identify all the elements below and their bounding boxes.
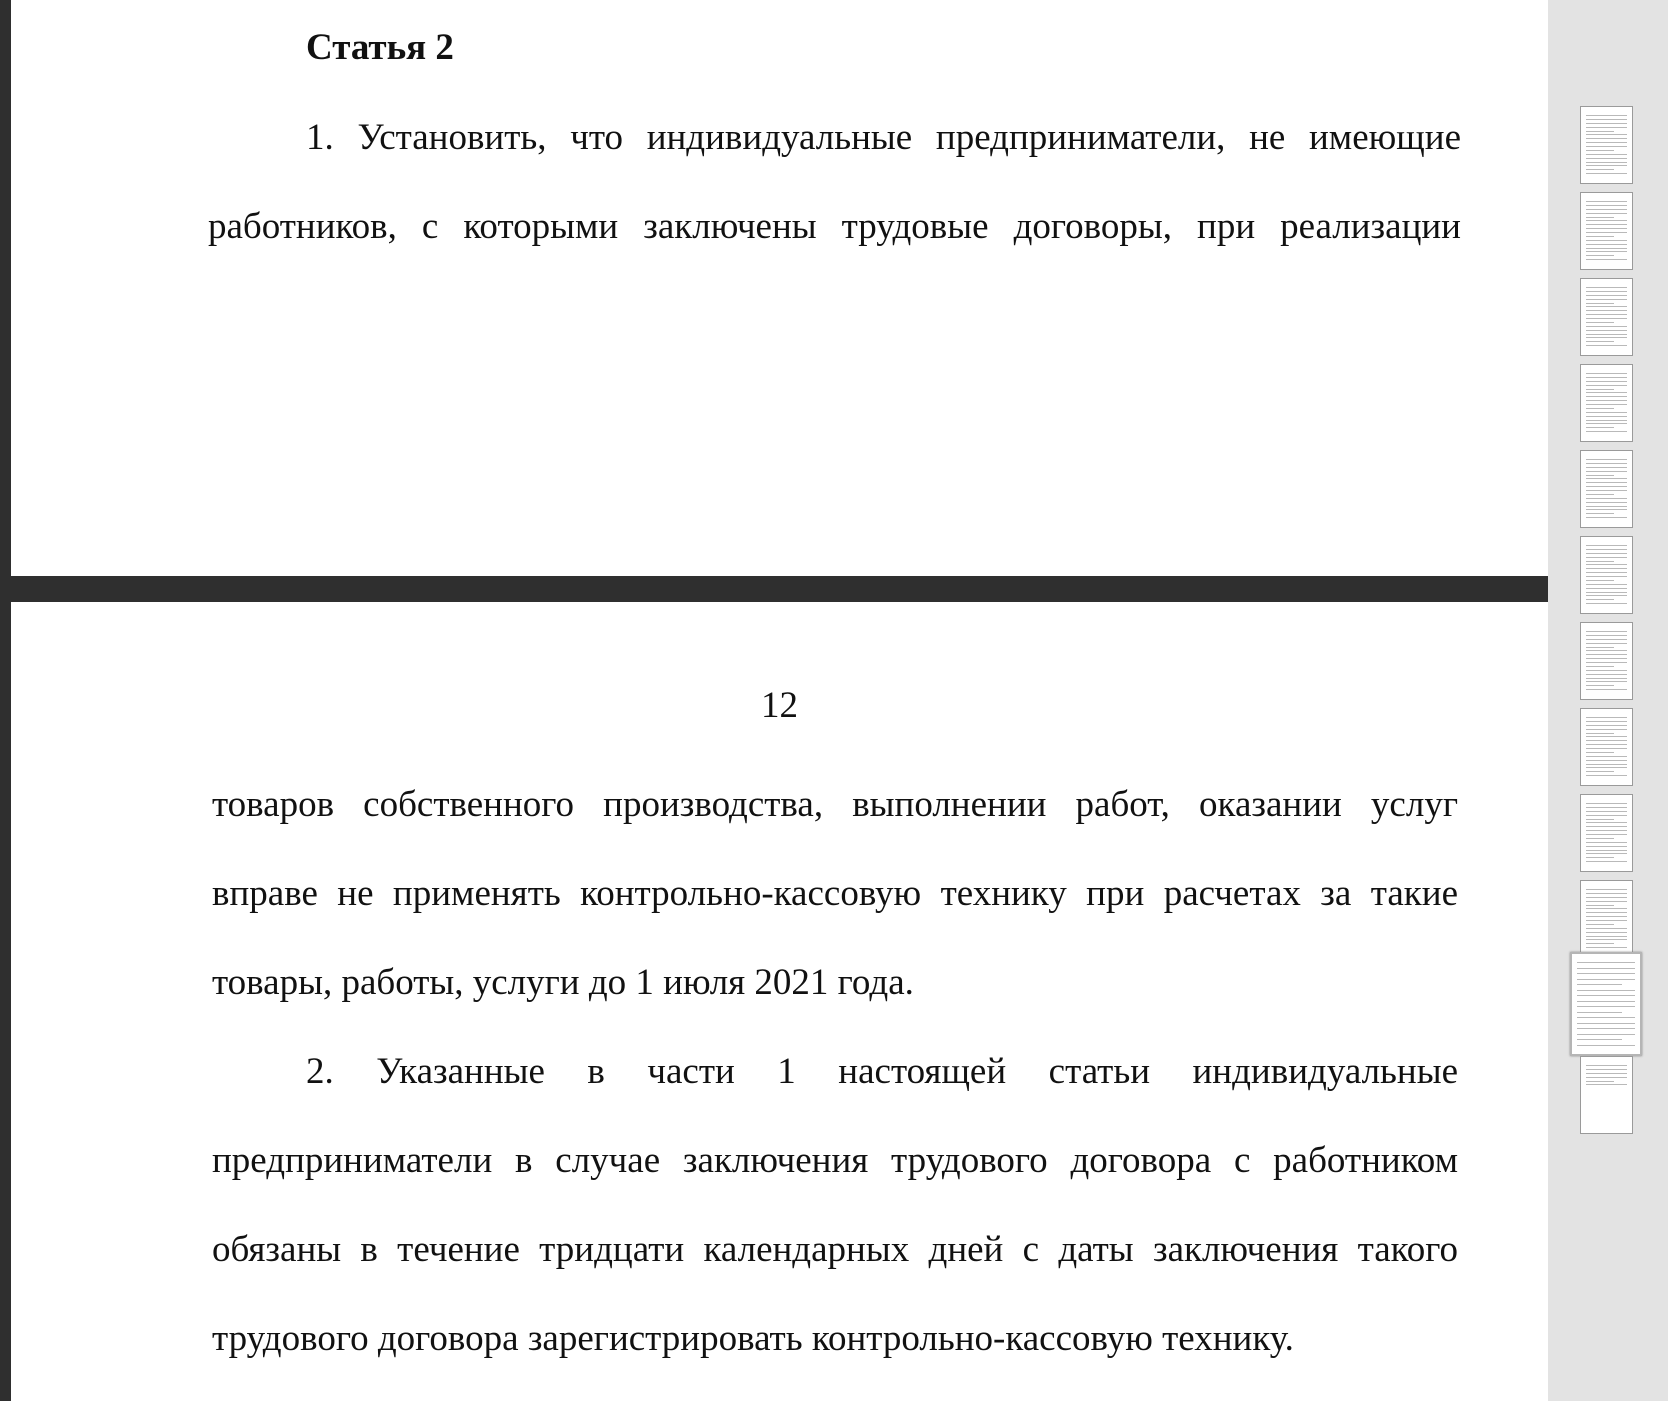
thumbnail-text-line [1577, 979, 1635, 980]
thumbnail-text-line [1586, 502, 1627, 503]
thumbnail-text-line [1586, 647, 1614, 648]
thumbnail-text-line [1586, 303, 1614, 304]
thumbnail-text-line [1586, 846, 1627, 847]
thumbnail-text-line [1586, 213, 1627, 214]
thumbnail-text-line [1586, 228, 1627, 229]
thumbnail-text-line [1586, 150, 1614, 151]
thumbnail-text-line [1577, 1045, 1635, 1046]
thumbnail-text-line [1586, 576, 1627, 577]
thumbnail-text-line [1586, 932, 1627, 933]
thumbnail-text-line [1586, 408, 1614, 409]
thumbnail-text-line [1586, 509, 1627, 510]
thumbnail-text-line [1586, 760, 1627, 761]
thumbnail-text-line [1586, 819, 1614, 820]
document-page [11, 0, 1548, 576]
thumbnail-text-line [1586, 240, 1627, 241]
thumbnail-text-line [1586, 838, 1614, 839]
page-thumbnail[interactable] [1580, 192, 1633, 270]
thumbnail-text-line [1586, 158, 1627, 159]
thumbnail-text-line [1586, 115, 1627, 116]
thumbnail-text-line [1586, 901, 1627, 902]
page-thumbnail[interactable] [1580, 794, 1633, 872]
thumbnail-text-line [1586, 373, 1627, 374]
thumbnail-text-line [1577, 1028, 1635, 1029]
thumbnail-text-line [1586, 557, 1627, 558]
thumbnail-text-line [1586, 807, 1627, 808]
page-thumbnail[interactable] [1570, 952, 1642, 1056]
thumbnail-text-line [1586, 678, 1627, 679]
page-thumbnail[interactable] [1580, 278, 1633, 356]
thumbnail-text-line [1586, 287, 1627, 288]
thumbnail-text-line [1586, 721, 1627, 722]
thumbnail-text-line [1586, 142, 1627, 143]
thumbnail-text-line [1586, 162, 1627, 163]
thumbnail-text-line [1577, 1001, 1635, 1002]
thumbnail-text-line [1586, 471, 1627, 472]
thumbnail-text-line [1586, 506, 1627, 507]
text-line: товаров собственного производства, выполнении работ, оказании услуг [212, 784, 1458, 825]
thumbnail-text-line [1586, 861, 1627, 862]
thumbnail-text-line [1586, 205, 1627, 206]
thumbnail-text-line [1586, 478, 1627, 479]
thumbnail-text-line [1586, 561, 1614, 562]
thumbnail-text-line [1586, 377, 1627, 378]
text-line: обязаны в течение тридцати календарных дней с даты заключения такого [212, 1229, 1458, 1270]
page-thumbnail[interactable] [1580, 364, 1633, 442]
page-thumbnail-sidebar[interactable] [1548, 0, 1668, 1401]
thumbnail-text-line [1586, 154, 1627, 155]
thumbnail-text-line [1586, 295, 1627, 296]
thumbnail-text-line [1586, 220, 1627, 221]
thumbnail-text-line [1586, 905, 1614, 906]
thumbnail-text-line [1586, 482, 1627, 483]
thumbnail-text-line [1586, 689, 1627, 690]
thumbnail-text-line [1586, 947, 1627, 948]
thumbnail-text-line [1577, 973, 1635, 974]
thumbnail-text-line [1586, 897, 1627, 898]
thumbnail-text-line [1586, 146, 1627, 147]
thumbnail-text-line [1586, 416, 1627, 417]
thumbnail-text-line [1586, 255, 1614, 256]
thumbnail-text-line [1586, 733, 1614, 734]
thumbnail-text-line [1577, 1034, 1635, 1035]
thumbnail-text-line [1586, 717, 1627, 718]
page-thumbnail[interactable] [1580, 880, 1633, 958]
thumbnail-text-line [1577, 990, 1635, 991]
thumbnail-text-line [1586, 920, 1627, 921]
thumbnail-text-line [1586, 588, 1627, 589]
thumbnail-text-line [1586, 928, 1627, 929]
thumbnail-text-line [1586, 318, 1627, 319]
thumbnail-text-line [1586, 1065, 1627, 1066]
thumbnail-text-line [1586, 811, 1627, 812]
thumbnail-text-line [1586, 330, 1627, 331]
thumbnail-text-line [1586, 744, 1627, 745]
text-line: вправе не применять контрольно-кассовую технику при расчетах за такие [212, 873, 1458, 914]
thumbnail-text-line [1577, 1006, 1635, 1007]
thumbnail-text-line [1586, 662, 1627, 663]
thumbnail-text-line [1586, 127, 1627, 128]
thumbnail-text-line [1577, 962, 1635, 963]
text-line: трудового договора зарегистрировать контрольно-кассовую технику. [212, 1318, 1294, 1359]
thumbnail-text-line [1586, 513, 1614, 514]
thumbnail-text-line [1586, 244, 1627, 245]
thumbnail-text-line [1586, 857, 1614, 858]
thumbnail-text-line [1586, 681, 1627, 682]
thumbnail-text-line [1586, 893, 1627, 894]
thumbnail-text-line [1586, 1073, 1627, 1074]
thumbnail-text-line [1586, 764, 1627, 765]
thumbnail-text-line [1586, 850, 1627, 851]
thumbnail-text-line [1586, 341, 1614, 342]
thumbnail-text-line [1586, 756, 1627, 757]
thumbnail-text-line [1586, 423, 1627, 424]
thumbnail-text-line [1586, 631, 1627, 632]
thumbnail-text-line [1586, 553, 1627, 554]
thumbnail-text-line [1586, 775, 1627, 776]
thumbnail-text-line [1586, 475, 1614, 476]
thumbnail-text-line [1577, 968, 1635, 969]
thumbnail-text-line [1586, 291, 1627, 292]
thumbnail-text-line [1586, 306, 1627, 307]
thumbnail-text-line [1586, 494, 1614, 495]
thumbnail-text-line [1586, 674, 1627, 675]
thumbnail-text-line [1586, 943, 1614, 944]
thumbnail-text-line [1586, 725, 1627, 726]
thumbnail-text-line [1586, 650, 1627, 651]
thumbnail-text-line [1586, 381, 1627, 382]
thumbnail-text-line [1586, 603, 1627, 604]
thumbnail-text-line [1586, 131, 1614, 132]
thumbnail-text-line [1577, 1012, 1622, 1013]
page-thumbnail[interactable] [1580, 708, 1633, 786]
thumbnail-text-line [1586, 134, 1627, 135]
thumbnail-text-line [1586, 815, 1627, 816]
thumbnail-text-line [1586, 169, 1614, 170]
thumbnail-text-line [1586, 337, 1627, 338]
thumbnail-text-line [1586, 248, 1627, 249]
thumbnail-text-line [1577, 1039, 1622, 1040]
text-line: 2. Указанные в части 1 настоящей статьи индивидуальные [306, 1051, 1458, 1092]
thumbnail-text-line [1586, 400, 1627, 401]
thumbnail-text-line [1586, 209, 1627, 210]
thumbnail-text-line [1586, 592, 1627, 593]
page-thumbnail[interactable] [1580, 536, 1633, 614]
text-line: предприниматели в случае заключения трудового договора с работником [212, 1140, 1458, 1181]
thumbnail-text-line [1577, 984, 1622, 985]
thumbnail-text-line [1586, 236, 1614, 237]
thumbnail-text-line [1586, 1084, 1627, 1085]
thumbnail-text-line [1586, 385, 1627, 386]
thumbnail-text-line [1586, 392, 1627, 393]
article-heading: Статья 2 [306, 27, 454, 68]
thumbnail-text-line [1586, 599, 1614, 600]
thumbnail-text-line [1586, 224, 1627, 225]
thumbnail-text-line [1586, 396, 1627, 397]
thumbnail-text-line [1586, 427, 1614, 428]
thumbnail-text-line [1586, 834, 1627, 835]
thumbnail-text-line [1577, 1017, 1635, 1018]
page-thumbnail[interactable] [1580, 450, 1633, 528]
thumbnail-text-line [1586, 595, 1627, 596]
thumbnail-text-line [1586, 201, 1627, 202]
thumbnail-text-line [1586, 685, 1614, 686]
thumbnail-text-line [1586, 463, 1627, 464]
thumbnail-text-line [1586, 842, 1627, 843]
thumbnail-text-line [1586, 635, 1627, 636]
text-line: товары, работы, услуги до 1 июля 2021 года. [212, 962, 914, 1003]
thumbnail-text-line [1586, 490, 1627, 491]
thumbnail-text-line [1577, 1023, 1635, 1024]
thumbnail-text-line [1586, 251, 1627, 252]
thumbnail-text-line [1586, 936, 1627, 937]
thumbnail-text-line [1586, 912, 1627, 913]
thumbnail-text-line [1586, 232, 1627, 233]
thumbnail-text-line [1586, 138, 1627, 139]
thumbnail-text-line [1586, 326, 1627, 327]
page-number: 12 [761, 685, 798, 726]
thumbnail-text-line [1586, 826, 1627, 827]
thumbnail-text-line [1586, 643, 1627, 644]
thumbnail-text-line [1586, 752, 1614, 753]
thumbnail-text-line [1586, 486, 1627, 487]
thumbnail-text-line [1586, 580, 1614, 581]
thumbnail-text-line [1586, 740, 1627, 741]
text-line: 1. Установить, что индивидуальные предприниматели, не имеющие [306, 117, 1461, 158]
thumbnail-text-line [1586, 404, 1627, 405]
thumbnail-text-line [1586, 545, 1627, 546]
thumbnail-text-line [1586, 771, 1614, 772]
thumbnail-text-line [1586, 389, 1614, 390]
thumbnail-text-line [1586, 345, 1627, 346]
thumbnail-text-line [1586, 322, 1614, 323]
page-thumbnail[interactable] [1580, 1056, 1633, 1134]
thumbnail-text-line [1586, 924, 1614, 925]
thumbnail-text-line [1586, 517, 1627, 518]
thumbnail-text-line [1586, 654, 1627, 655]
document-page [11, 602, 1548, 1401]
thumbnail-text-line [1586, 165, 1627, 166]
thumbnail-text-line [1586, 459, 1627, 460]
thumbnail-text-line [1586, 259, 1627, 260]
page-thumbnail[interactable] [1580, 622, 1633, 700]
thumbnail-text-line [1586, 1081, 1614, 1082]
thumbnail-text-line [1586, 729, 1627, 730]
thumbnail-text-line [1586, 908, 1627, 909]
thumbnail-text-line [1586, 639, 1627, 640]
thumbnail-text-line [1586, 299, 1627, 300]
thumbnail-text-line [1586, 123, 1627, 124]
thumbnail-text-line [1586, 803, 1627, 804]
thumbnail-text-line [1586, 119, 1627, 120]
thumbnail-text-line [1586, 670, 1627, 671]
thumbnail-text-line [1586, 584, 1627, 585]
thumbnail-text-line [1586, 334, 1627, 335]
thumbnail-text-line [1586, 420, 1627, 421]
thumbnail-text-line [1586, 916, 1627, 917]
page-thumbnail[interactable] [1580, 106, 1633, 184]
thumbnail-text-line [1586, 467, 1627, 468]
thumbnail-text-line [1586, 431, 1627, 432]
thumbnail-text-line [1586, 568, 1627, 569]
thumbnail-text-line [1586, 498, 1627, 499]
text-line: работников, с которыми заключены трудовые договоры, при реализации [208, 206, 1461, 247]
thumbnail-text-line [1586, 549, 1627, 550]
thumbnail-text-line [1586, 412, 1627, 413]
thumbnail-text-line [1586, 217, 1614, 218]
thumbnail-text-line [1577, 995, 1635, 996]
thumbnail-text-line [1586, 939, 1627, 940]
thumbnail-text-line [1586, 572, 1627, 573]
thumbnail-text-line [1586, 767, 1627, 768]
thumbnail-text-line [1586, 1069, 1627, 1070]
thumbnail-text-line [1586, 822, 1627, 823]
thumbnail-text-line [1586, 1077, 1627, 1078]
thumbnail-text-line [1586, 658, 1627, 659]
thumbnail-text-line [1586, 748, 1627, 749]
thumbnail-text-line [1586, 853, 1627, 854]
thumbnail-text-line [1586, 736, 1627, 737]
thumbnail-text-line [1586, 173, 1627, 174]
thumbnail-text-line [1586, 889, 1627, 890]
thumbnail-text-line [1586, 314, 1627, 315]
thumbnail-text-line [1586, 830, 1627, 831]
thumbnail-text-line [1586, 310, 1627, 311]
thumbnail-text-line [1586, 666, 1614, 667]
thumbnail-text-line [1586, 564, 1627, 565]
